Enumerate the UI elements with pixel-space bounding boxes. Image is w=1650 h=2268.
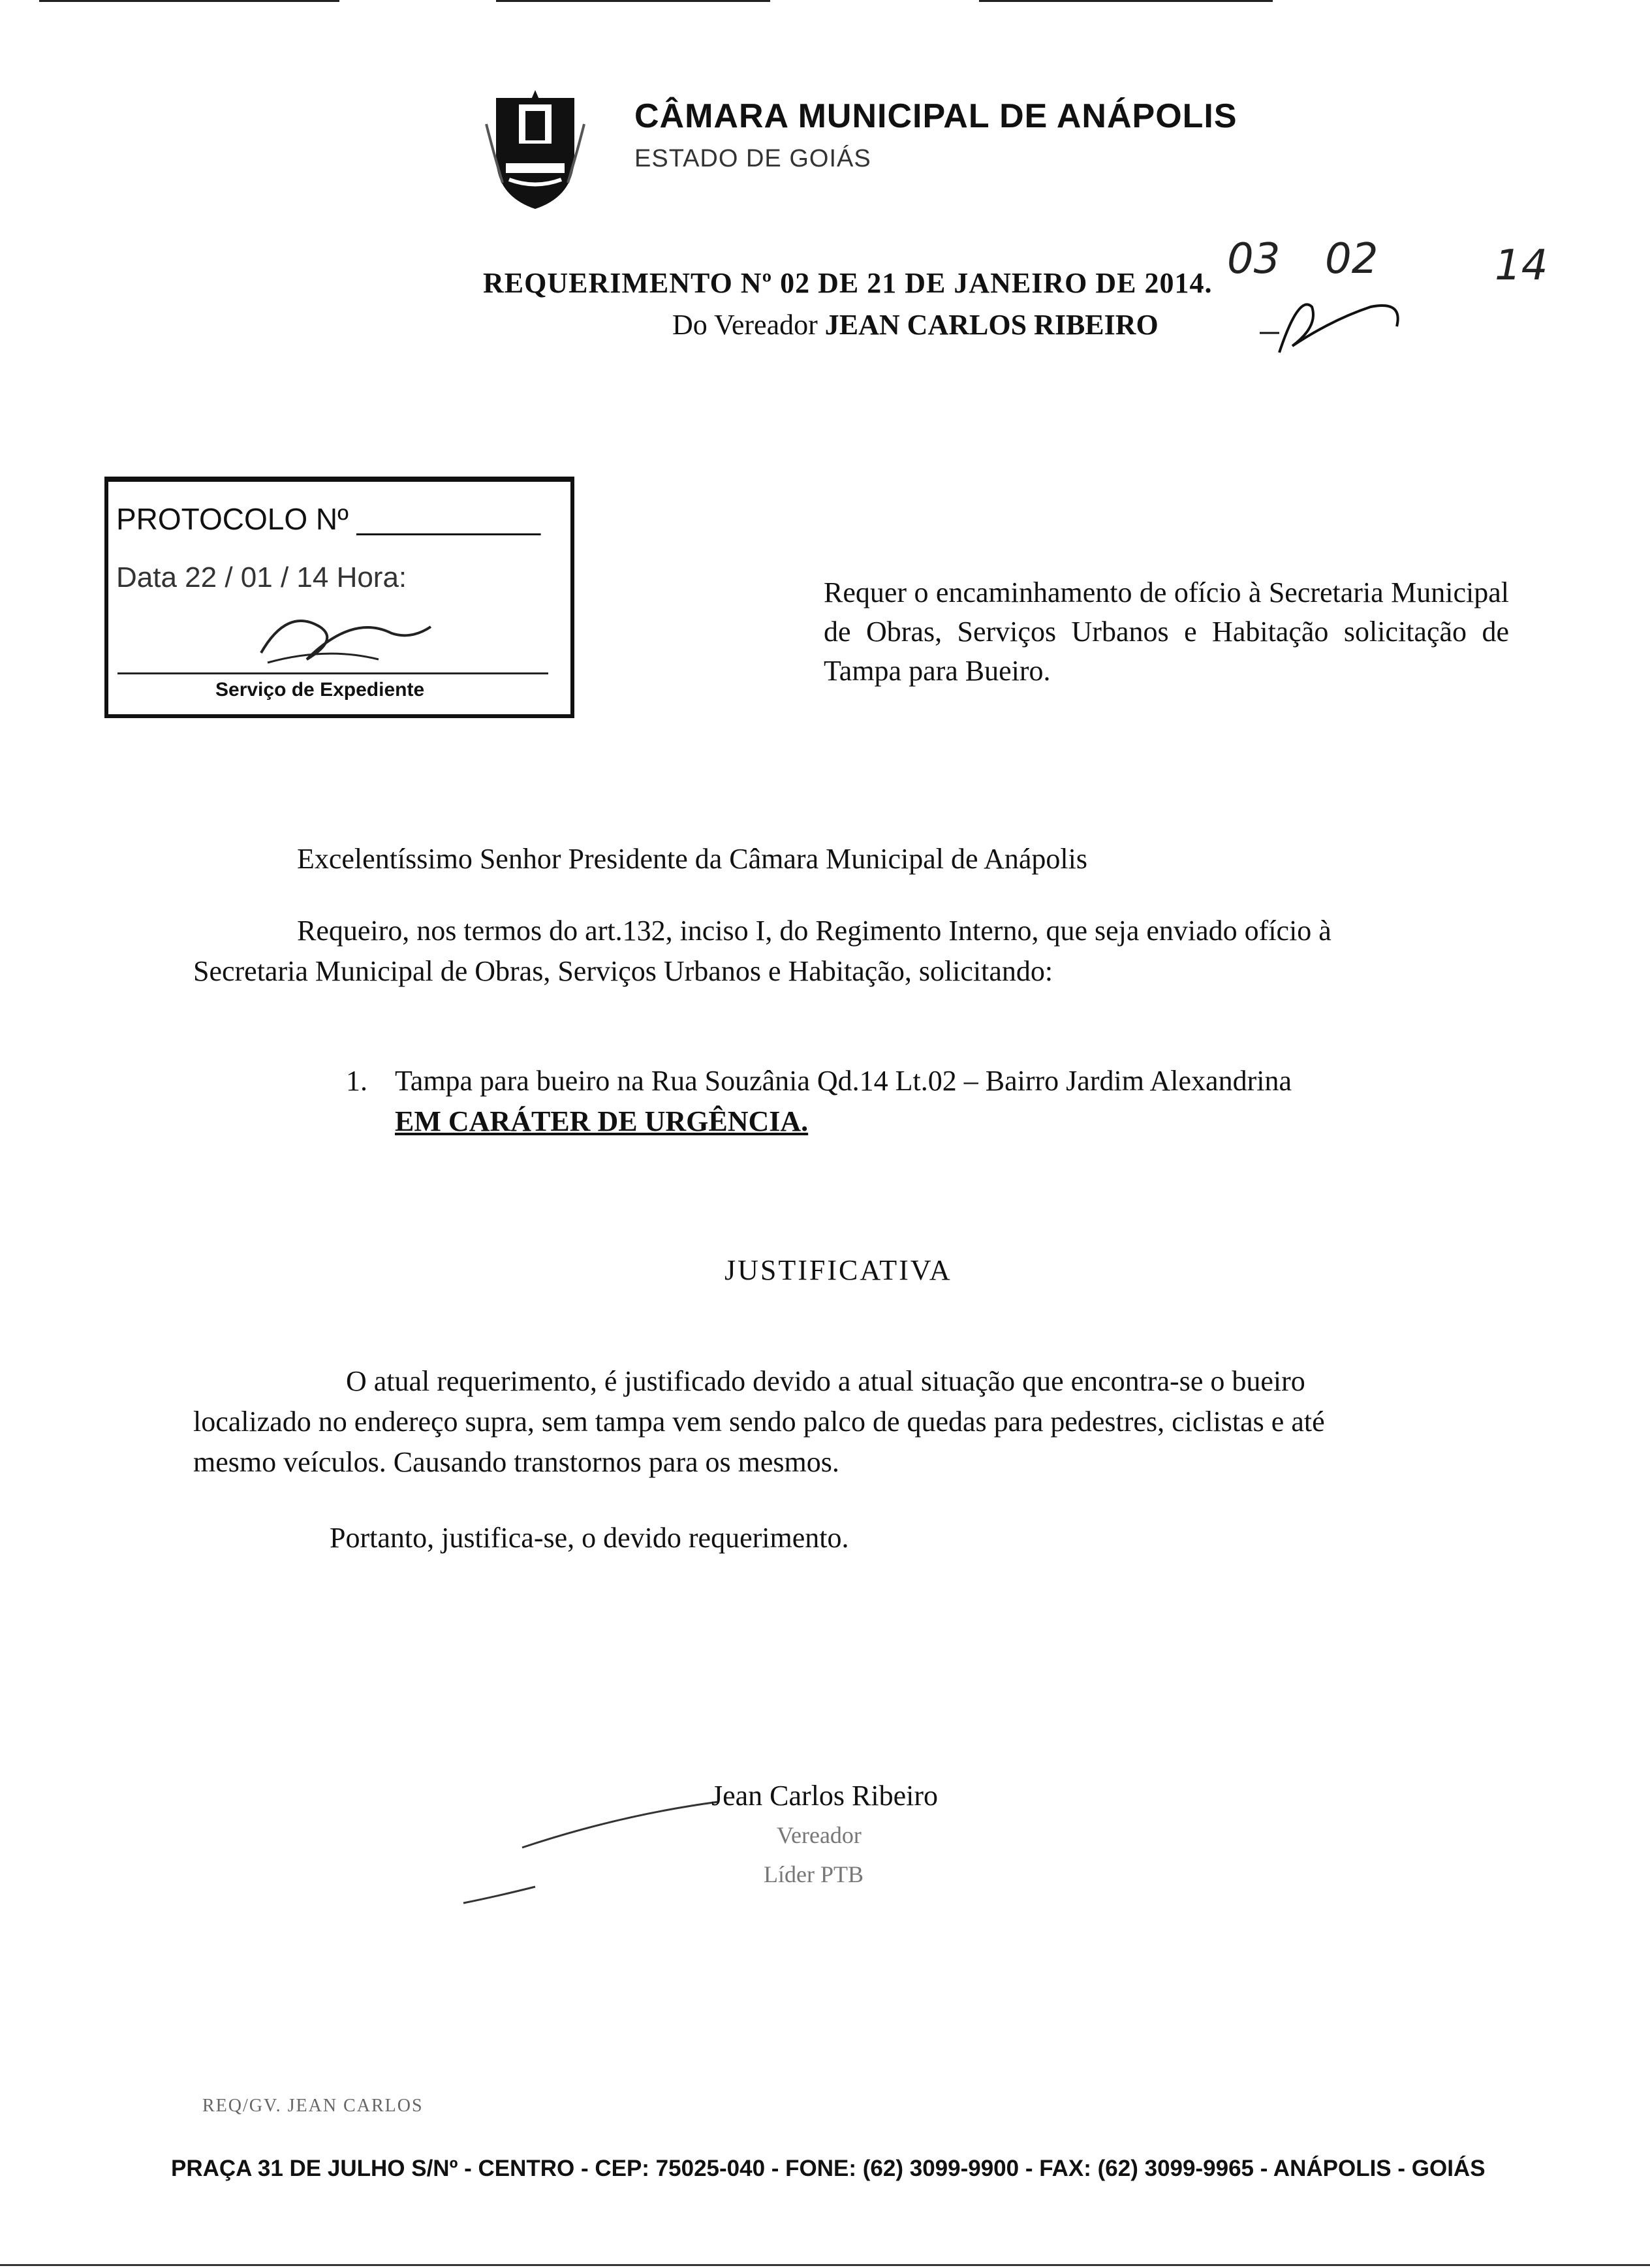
signer-role: Vereador (777, 1822, 862, 1848)
justificativa-line-2: localizado no endereço supra, sem tampa vem sendo palco de quedas para pedestres, ciclistas e até (193, 1406, 1325, 1438)
list-item-number: 1. (346, 1065, 367, 1097)
ementa-text: Requer o encaminhamento de ofício à Secretaria Municipal de Obras, Serviços Urbanos e Habitação solicitação de Tampa para Bueiro. (824, 576, 1509, 687)
stamp-divider (117, 672, 548, 674)
handwritten-year: 14 (1495, 242, 1548, 290)
requerimento-title: REQUERIMENTO Nº 02 DE 21 DE JANEIRO DE 2014. (483, 267, 1213, 299)
urgency-note: EM CARÁTER DE URGÊNCIA. (395, 1105, 809, 1137)
requerimento-author (672, 308, 1159, 341)
list-item-text: Tampa para bueiro na Rua Souzânia Qd.14 Lt.02 – Bairro Jardim Alexandrina (395, 1065, 1292, 1097)
handwritten-month: 02 (1325, 235, 1378, 283)
justificativa-closing: Portanto, justifica-se, o devido requerimento. (330, 1522, 849, 1554)
signer-party: Líder PTB (764, 1861, 864, 1887)
author-name: JEAN CARLOS RIBEIRO (824, 309, 1159, 341)
protocol-service-label: Serviço de Expediente (215, 679, 425, 701)
state-name: ESTADO DE GOIÁS (634, 145, 871, 172)
justificativa-line-3: mesmo veículos. Causando transtornos para os mesmos. (193, 1446, 839, 1478)
protocol-date-label: Data 22 / 01 / 14 Hora: (116, 561, 407, 593)
scan-bottom-border (0, 2264, 1650, 2266)
justificativa-line-1: O atual requerimento, é justificado devido a atual situação que encontra-se o bueiro (346, 1365, 1305, 1397)
scan-top-border (0, 0, 1650, 4)
handwritten-rubric-icon (1253, 281, 1423, 366)
institution-name: CÂMARA MUNICIPAL DE ANÁPOLIS (634, 97, 1238, 135)
signer-name: Jean Carlos Ribeiro (711, 1780, 939, 1812)
signature-stroke-icon (457, 1789, 731, 1906)
protocol-number-label: PROTOCOLO Nº ___________ (116, 502, 541, 536)
footer-address: PRAÇA 31 DE JULHO S/Nº - CENTRO - CEP: 75025-040 - FONE: (62) 3099-9900 - FAX: (62) 3099-9965 - ANÁPOLIS - GOIÁS (171, 2156, 1486, 2181)
salutation: Excelentíssimo Senhor Presidente da Câmara Municipal de Anápolis (297, 843, 1087, 875)
municipal-crest-icon (483, 85, 587, 215)
stamp-signature-icon (248, 601, 444, 672)
body-line-2: Secretaria Municipal de Obras, Serviços Urbanos e Habitação, solicitando: (193, 955, 1053, 987)
list-item (346, 1061, 1292, 1101)
document-reference: REQ/GV. JEAN CARLOS (202, 2096, 424, 2116)
body-line-1: Requeiro, nos termos do art.132, inciso I, do Regimento Interno, que seja enviado ofício à (297, 915, 1331, 947)
author-prefix: Do Vereador (672, 309, 825, 341)
justificativa-heading: JUSTIFICATIVA (724, 1254, 952, 1286)
handwritten-day: 03 (1227, 235, 1281, 283)
